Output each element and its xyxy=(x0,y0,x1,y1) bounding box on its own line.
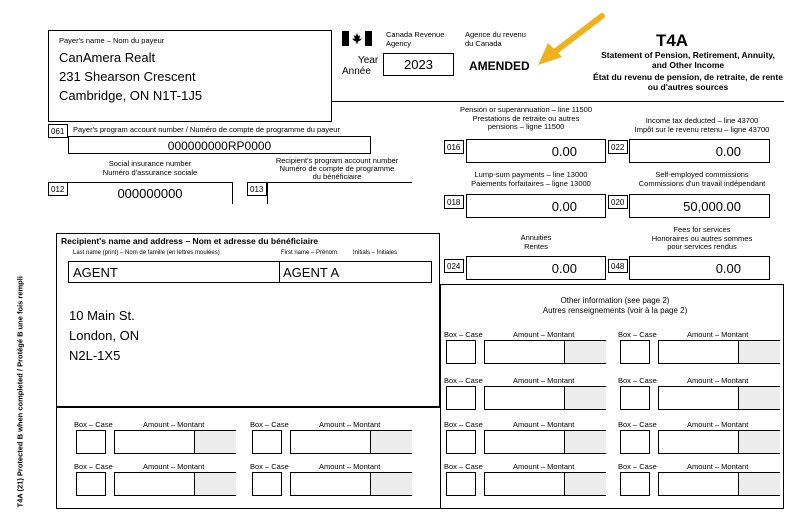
agency-en: Canada Revenue Agency xyxy=(386,30,445,48)
other-info-amount-label: Amount – Montant xyxy=(513,376,575,385)
recipient-address-line2[interactable]: London, ON xyxy=(69,328,140,343)
other-info-box-field[interactable] xyxy=(446,472,476,496)
year-label-en: Year xyxy=(358,55,379,66)
field-016[interactable] xyxy=(466,139,606,163)
canada-flag-icon xyxy=(342,31,372,46)
recipient-account-label: Recipient's program account number Numéro de compte de programme du bénéficiaire xyxy=(275,156,399,181)
program-account-value: 000000000RP0000 xyxy=(167,139,272,153)
recipient-box xyxy=(56,233,440,407)
field-018[interactable] xyxy=(466,194,606,218)
label-024: Annuities Rentes xyxy=(520,233,552,251)
other-info-box-field[interactable] xyxy=(76,472,106,496)
other-info-amount-label: Amount – Montant xyxy=(143,420,205,429)
value-022: 0.00 xyxy=(715,144,741,159)
other-info-box-field[interactable] xyxy=(446,386,476,410)
other-info-box-label: Box – Case xyxy=(74,420,113,429)
other-info-box-field[interactable] xyxy=(252,472,282,496)
box-016 xyxy=(444,140,464,154)
field-024[interactable] xyxy=(466,256,606,280)
year-field[interactable] xyxy=(383,53,454,76)
program-account-field[interactable] xyxy=(68,136,371,154)
sin-label: Social insurance number Numéro d'assurance sociale xyxy=(102,159,198,177)
recipient-name-divider xyxy=(279,261,280,283)
bottom-section-bottom xyxy=(56,508,440,509)
other-info-amount-label: Amount – Montant xyxy=(143,462,205,471)
recipient-first-name[interactable]: AGENT A xyxy=(283,265,340,280)
recipient-label: Recipient's name and address – Nom et adresse du bénéficiaire xyxy=(61,236,319,246)
label-048: Fees for services Honoraires ou autres sommes pour services rendus xyxy=(651,225,753,251)
box-061-number: 061 xyxy=(51,127,65,136)
other-info-amount-label: Amount – Montant xyxy=(319,420,381,429)
recipient-account-left-line xyxy=(267,182,268,204)
recipient-account-top-line xyxy=(247,182,412,183)
side-protected-text: T4A (21) Protected B when completed / Protégé B une fois rempli xyxy=(15,276,25,508)
other-info-box-label: Box – Case xyxy=(618,462,657,471)
other-info-amount-cents xyxy=(564,387,606,409)
other-info-amount-cents xyxy=(194,431,236,453)
other-info-amount-cents xyxy=(370,473,412,495)
recipient-initials-label: Initials – Initiales xyxy=(353,250,398,256)
value-018: 0.00 xyxy=(551,199,577,214)
box-024-number: 024 xyxy=(447,262,461,271)
box-018-number: 018 xyxy=(447,198,461,207)
bottom-section-top xyxy=(56,407,440,408)
other-info-amount-label: Amount – Montant xyxy=(687,462,749,471)
recipient-first-label: First name – Prénom xyxy=(281,250,338,256)
other-info-amount-label: Amount – Montant xyxy=(513,462,575,471)
payer-address-line1[interactable]: 231 Shearson Crescent xyxy=(59,69,196,84)
other-info-amount-cents xyxy=(564,473,606,495)
box-016-number: 016 xyxy=(447,143,461,152)
box-012 xyxy=(48,182,68,196)
other-info-box-field[interactable] xyxy=(620,472,650,496)
other-info-box-label: Box – Case xyxy=(618,330,657,339)
other-info-amount-cents xyxy=(738,473,780,495)
other-info-amount-cents xyxy=(194,473,236,495)
other-info-box-field[interactable] xyxy=(446,340,476,364)
other-info-amount-cents xyxy=(370,431,412,453)
sin-right-line xyxy=(232,182,233,204)
year-value: 2023 xyxy=(404,57,433,72)
bottom-section-left xyxy=(56,407,57,508)
payer-address-line2[interactable]: Cambridge, ON N1T-1J5 xyxy=(59,88,203,103)
other-info-amount-label: Amount – Montant xyxy=(687,376,749,385)
recipient-name-row xyxy=(68,261,432,283)
recipient-last-name[interactable]: AGENT xyxy=(73,265,118,280)
other-info-box-field[interactable] xyxy=(620,386,650,410)
value-016: 0.00 xyxy=(551,144,577,159)
other-info-amount-cents xyxy=(564,341,606,363)
value-020: 50,000.00 xyxy=(683,199,741,214)
box-048-number: 048 xyxy=(611,262,625,271)
value-024: 0.00 xyxy=(551,261,577,276)
other-info-amount-cents xyxy=(738,341,780,363)
other-info-amount-label: Amount – Montant xyxy=(687,420,749,429)
header-divider xyxy=(332,101,784,102)
other-info-box-label: Box – Case xyxy=(444,376,483,385)
payer-name[interactable]: CanAmera Realt xyxy=(59,50,156,65)
box-022-number: 022 xyxy=(611,143,625,152)
box-013-number: 013 xyxy=(250,185,264,194)
recipient-address-line1[interactable]: 10 Main St. xyxy=(69,308,135,323)
box-048 xyxy=(608,259,628,273)
box-018 xyxy=(444,195,464,209)
amended-stamp: AMENDED xyxy=(469,59,530,73)
year-label-fr: Année xyxy=(342,66,371,77)
other-info-box-label: Box – Case xyxy=(444,462,483,471)
form-title-en: Statement of Pension, Retirement, Annuity, and Other Income xyxy=(601,50,775,70)
other-info-box-label: Box – Case xyxy=(618,376,657,385)
recipient-address-line3[interactable]: N2L-1X5 xyxy=(69,348,121,363)
label-016: Pension or superannuation – line 11500 Prestations de retraite ou autres pensions – ligne 11500 xyxy=(459,105,593,131)
recipient-last-label: Last name (print) – Nom de famille (en lettres moulées) xyxy=(73,250,220,256)
other-info-amount-cents xyxy=(564,431,606,453)
other-info-amount-cents xyxy=(738,387,780,409)
other-info-amount-cents xyxy=(738,431,780,453)
other-info-amount-label: Amount – Montant xyxy=(687,330,749,339)
sin-value[interactable]: 000000000 xyxy=(117,186,183,201)
other-info-amount-label: Amount – Montant xyxy=(513,420,575,429)
field-022[interactable] xyxy=(629,139,770,163)
other-info-box-label: Box – Case xyxy=(444,330,483,339)
form-code: T4A xyxy=(655,31,689,50)
box-022 xyxy=(608,140,628,154)
label-022: Income tax deducted – line 43700 Impôt sur le revenu retenu – ligne 43700 xyxy=(634,116,770,134)
payer-box xyxy=(48,30,332,122)
other-info-box-field[interactable] xyxy=(620,430,650,454)
other-info-box-label: Box – Case xyxy=(250,462,289,471)
other-info-box-field[interactable] xyxy=(446,430,476,454)
other-info-box-label: Box – Case xyxy=(618,420,657,429)
other-info-amount-label: Amount – Montant xyxy=(513,330,575,339)
label-018: Lump-sum payments – line 13000 Paiements forfaitaires – ligne 13000 xyxy=(471,170,591,188)
other-info-box-label: Box – Case xyxy=(444,420,483,429)
box-013 xyxy=(247,182,267,196)
value-048: 0.00 xyxy=(715,261,741,276)
other-info-box-field[interactable] xyxy=(252,430,282,454)
form-title-fr: État du revenu de pension, de retraite, de rente ou d'autres sources xyxy=(593,72,783,92)
label-020: Self-employed commissions Commissions d'un travail indépendant xyxy=(638,170,766,188)
other-info-box-field[interactable] xyxy=(76,430,106,454)
field-048[interactable] xyxy=(629,256,770,280)
payer-label: Payer's name – Nom du payeur xyxy=(59,36,165,45)
box-020-number: 020 xyxy=(611,198,625,207)
box-020 xyxy=(608,195,628,209)
box-061 xyxy=(48,124,68,138)
other-info-box-label: Box – Case xyxy=(250,420,289,429)
other-info-label: Other information (see page 2) Autres renseignements (voir à la page 2) xyxy=(542,296,688,315)
box-012-number: 012 xyxy=(51,185,65,194)
other-info-box-field[interactable] xyxy=(620,340,650,364)
other-info-amount-label: Amount – Montant xyxy=(319,462,381,471)
box-024 xyxy=(444,259,464,273)
other-info-box-label: Box – Case xyxy=(74,462,113,471)
program-account-label: Payer's program account number / Numéro de compte de programme du payeur xyxy=(73,125,340,134)
field-020[interactable] xyxy=(629,194,770,218)
sin-top-line xyxy=(48,182,233,183)
agency-fr: Agence du revenu du Canada xyxy=(465,30,526,48)
